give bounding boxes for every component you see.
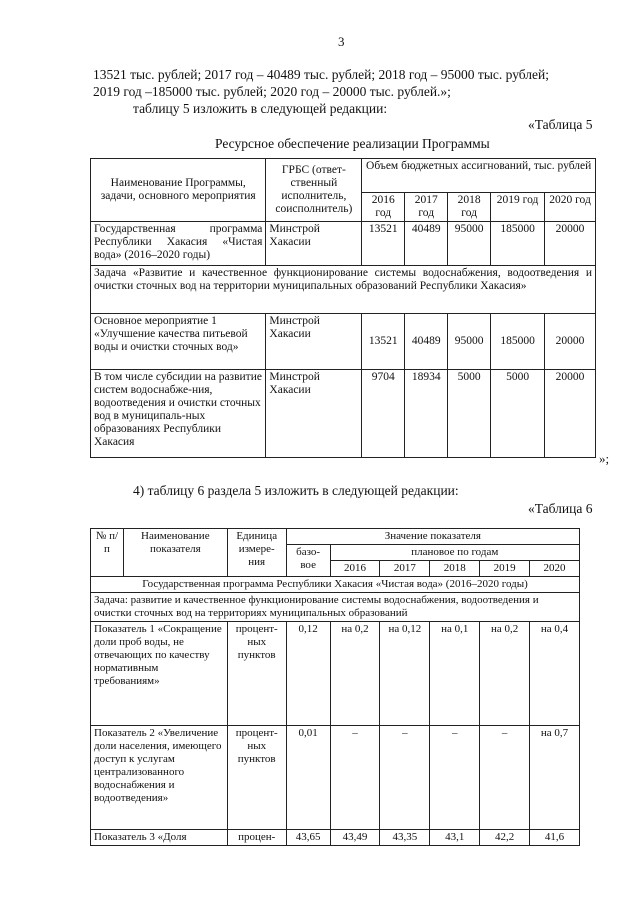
- t6-row-name: Показатель 2 «Увеличение доли населения, имеющего доступ к услугам централизованного водоснабжения и водоотведения»: [91, 726, 228, 830]
- t5-task: Задача «Развитие и качественное функционирование системы водоснабжения, водоотведения и очистки сточных вод на территории муниципальных образований Республики Хакасия»: [91, 266, 596, 314]
- t5-year: 2017 год: [405, 193, 448, 222]
- t6-year: 2019: [480, 561, 530, 577]
- t6-program: Государственная программа Республики Хакасия «Чистая вода» (2016–2020 годы): [91, 577, 580, 593]
- intro-line-2: 2019 год –185000 тыс. рублей; 2020 год – 20000 тыс. рублей.»;: [93, 84, 451, 99]
- t5-row-name: Основное мероприятие 1 «Улучшение качества питьевой воды и очистки сточных вод»: [91, 314, 266, 370]
- t6-row-base: 0,12: [286, 622, 330, 726]
- t5-cell: 5000: [491, 370, 545, 458]
- t6-cell: 43,49: [330, 830, 380, 846]
- t5-cell: 185000: [491, 222, 545, 266]
- table6: [90, 528, 580, 846]
- table-row: [91, 593, 580, 622]
- t5-row-grbs: Минстрой Хакасии: [266, 370, 362, 458]
- t6-year: 2020: [530, 561, 580, 577]
- t6-cell: –: [380, 726, 430, 830]
- t6-cell: на 0,2: [330, 622, 380, 726]
- t5-cell: 13521: [362, 314, 405, 370]
- table6-label: «Таблица 6: [528, 501, 593, 516]
- t6-header-unit: Единица измере-ния: [227, 529, 286, 577]
- t5-header-name: Наименование Программы, задачи, основного мероприятия: [91, 159, 266, 222]
- t5-row-name: В том числе субсидии на развитие систем водоснабже-ния, водоотведения и очистки сточных вод в муниципаль-ных образованиях Республики Хакасия: [91, 370, 266, 458]
- table5-closing: »;: [599, 451, 610, 466]
- t5-cell: 20000: [545, 370, 596, 458]
- t6-cell: на 0,4: [530, 622, 580, 726]
- t6-row-name: Показатель 1 «Сокращение доли проб воды, не отвечающих по качеству нормативным требованиям»: [91, 622, 228, 726]
- t5-year: 2019 год: [491, 193, 545, 222]
- t6-cell: на 0,2: [480, 622, 530, 726]
- t6-cell: 42,2: [480, 830, 530, 846]
- t6-row-base: 0,01: [286, 726, 330, 830]
- t6-year: 2017: [380, 561, 430, 577]
- intro-line-1: 13521 тыс. рублей; 2017 год – 40489 тыс. рублей; 2018 год – 95000 тыс. рублей;: [93, 67, 550, 82]
- table-row: [91, 370, 596, 458]
- t6-header-value: Значение показателя: [286, 529, 579, 545]
- t5-row-grbs: Минстрой Хакасии: [266, 314, 362, 370]
- t5-cell: 5000: [448, 370, 491, 458]
- t5-year: 2016 год: [362, 193, 405, 222]
- t6-header-num: № п/п: [91, 529, 124, 577]
- t6-cell: 41,6: [530, 830, 580, 846]
- t6-row-base: 43,65: [286, 830, 330, 846]
- t5-header-volume: Объем бюджетных ассигнований, тыс. рублей: [362, 159, 596, 193]
- t5-year: 2018 год: [448, 193, 491, 222]
- table-row: [91, 622, 580, 726]
- t5-header-grbs: ГРБС (ответ-ственный исполнитель, соисполнитель): [266, 159, 362, 222]
- t6-header-base: базо-вое: [286, 545, 330, 577]
- t6-task: Задача: развитие и качественное функционирование системы водоснабжения, водоотведения и очистки сточных вод на территориях муниципальных образований: [91, 593, 580, 622]
- t6-cell: на 0,7: [530, 726, 580, 830]
- t6-cell: на 0,1: [430, 622, 480, 726]
- table5-label: «Таблица 5: [528, 117, 593, 132]
- t6-row-name: Показатель 3 «Доля: [91, 830, 228, 846]
- t6-cell: –: [430, 726, 480, 830]
- table5: [90, 158, 596, 458]
- t6-row-unit: процен-: [227, 830, 286, 846]
- t5-cell: 9704: [362, 370, 405, 458]
- t5-cell: 20000: [545, 222, 596, 266]
- t5-cell: 40489: [405, 222, 448, 266]
- table-row: [91, 726, 580, 830]
- t6-year: 2018: [430, 561, 480, 577]
- t6-header-planned: плановое по годам: [330, 545, 579, 561]
- t5-row-grbs: Минстрой Хакасии: [266, 222, 362, 266]
- t5-cell: 13521: [362, 222, 405, 266]
- intro-line-3: таблицу 5 изложить в следующей редакции:: [133, 101, 388, 116]
- table5-title: Ресурсное обеспечение реализации Программы: [215, 136, 490, 151]
- t6-cell: 43,35: [380, 830, 430, 846]
- t5-cell: 40489: [405, 314, 448, 370]
- table-row: [91, 577, 580, 593]
- t5-cell: 18934: [405, 370, 448, 458]
- t5-cell: 95000: [448, 314, 491, 370]
- t5-cell: 95000: [448, 222, 491, 266]
- t5-year: 2020 год: [545, 193, 596, 222]
- table-row: [91, 222, 596, 266]
- table-row: [91, 314, 596, 370]
- item-4: 4) таблицу 6 раздела 5 изложить в следующей редакции:: [133, 483, 459, 498]
- t6-row-unit: процент-ных пунктов: [227, 726, 286, 830]
- t6-cell: –: [480, 726, 530, 830]
- t5-row-name: Государственная программа Республики Хакасия «Чистая вода» (2016–2020 годы): [91, 222, 266, 266]
- t6-row-unit: процент-ных пунктов: [227, 622, 286, 726]
- t6-cell: на 0,12: [380, 622, 430, 726]
- t6-cell: 43,1: [430, 830, 480, 846]
- t6-year: 2016: [330, 561, 380, 577]
- t6-cell: –: [330, 726, 380, 830]
- t6-header-name: Наименование показателя: [123, 529, 227, 577]
- t5-cell: 20000: [545, 314, 596, 370]
- t5-cell: 185000: [491, 314, 545, 370]
- table-row: [91, 830, 580, 846]
- page-number: 3: [338, 34, 345, 49]
- table-row: [91, 266, 596, 314]
